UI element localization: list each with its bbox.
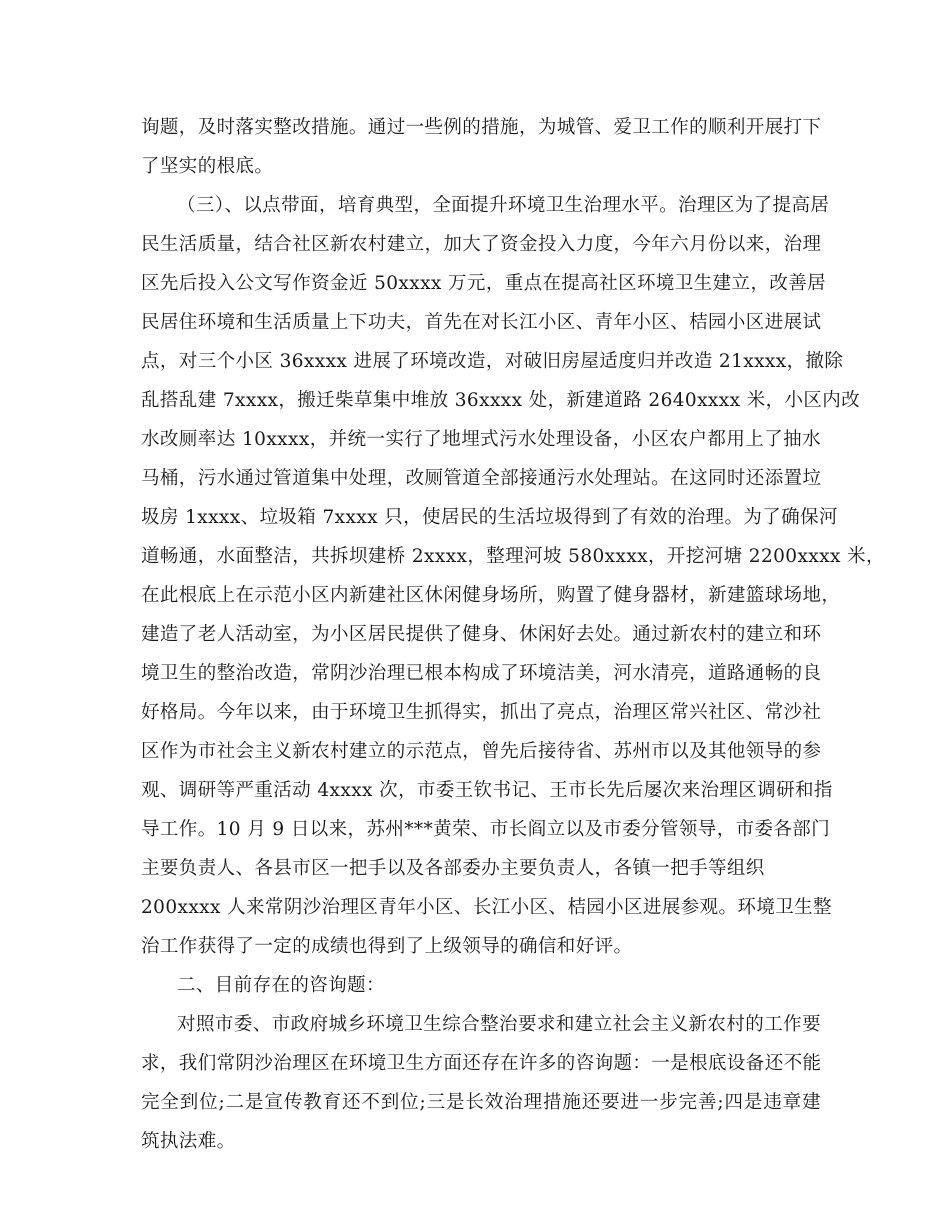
paragraph-line: 200xxxx 人来常阴沙治理区青年小区、长江小区、桔园小区进展参观。环境卫生整 [141, 897, 832, 918]
paragraph-line: 好格局。今年以来，由于环境卫生抓得实，抓出了亮点，治理区常兴社区、常沙社 [141, 702, 822, 723]
paragraph-line: 求，我们常阴沙治理区在环境卫生方面还存在许多的咨询题：一是根底设备还不能 [141, 1053, 822, 1074]
paragraph-line: 民生活质量，结合社区新农村建立，加大了资金投入力度，今年六月份以来，治理 [141, 234, 822, 255]
paragraph-line: 民居住环境和生活质量上下功夫，首先在对长江小区、青年小区、桔园小区进展试 [141, 312, 822, 333]
paragraph-line: 主要负责人、各县市区一把手以及各部委办主要负责人，各镇一把手等组织 [141, 858, 765, 879]
paragraph-line: 区先后投入公文写作资金近 50xxxx 万元，重点在提高社区环境卫生建立，改善居 [141, 273, 827, 294]
paragraph-line: （三）、以点带面，培育典型，全面提升环境卫生治理水平。治理区为了提高居 [177, 195, 830, 216]
paragraph-line: 了坚实的根底。 [141, 156, 274, 177]
paragraph-line: 观、调研等严重活动 4xxxx 次，市委王钦书记、王市长先后屡次来治理区调研和指 [141, 780, 833, 801]
section-heading: 二、目前存在的咨询题： [177, 975, 385, 996]
paragraph-line: 完全到位;二是宣传教育还不到位;三是长效治理措施还要进一步完善;四是违章建 [141, 1092, 821, 1113]
paragraph-line: 点，对三个小区 36xxxx 进展了环境改造，对破旧房屋适度归并改造 21xxxx，撤除 [141, 351, 844, 372]
paragraph-line: 治工作获得了一定的成绩也得到了上级领导的确信和好评。 [141, 936, 633, 957]
paragraph-line: 乱搭乱建 7xxxx，搬迁柴草集中堆放 36xxxx 处，新建道路 2640xxxx 米，小区内改 [141, 390, 861, 411]
paragraph-line: 在此根底上在示范小区内新建社区休闲健身场所，购置了健身器材，新建篮球场地， [141, 585, 841, 606]
paragraph-line: 圾房 1xxxx、垃圾箱 7xxxx 只，使居民的生活垃圾得到了有效的治理。为了确保河 [141, 507, 838, 528]
paragraph-line: 导工作。10 月 9 日以来，苏州***黄荣、市长阎立以及市委分管领导，市委各部门 [141, 819, 831, 840]
paragraph-line: 境卫生的整治改造，常阴沙治理已根本构成了环境洁美，河水清亮，道路通畅的良 [141, 663, 822, 684]
paragraph-line: 道畅通，水面整洁，共拆坝建桥 2xxxx，整理河坡 580xxxx，开挖河塘 2200xxxx 米， [141, 546, 885, 567]
paragraph-line: 对照市委、市政府城乡环境卫生综合整治要求和建立社会主义新农村的工作要 [177, 1014, 821, 1035]
paragraph-line: 筑执法难。 [141, 1131, 236, 1152]
paragraph-line: 马桶，污水通过管道集中处理，改厕管道全部接通污水处理站。在这同时还添置垃 [141, 468, 822, 489]
paragraph-line: 区作为市社会主义新农村建立的示范点，曾先后接待省、苏州市以及其他领导的参 [141, 741, 822, 762]
paragraph-line: 询题，及时落实整改措施。通过一些例的措施，为城管、爱卫工作的顺利开展打下 [141, 117, 822, 138]
paragraph-line: 建造了老人活动室，为小区居民提供了健身、休闲好去处。通过新农村的建立和环 [141, 624, 822, 645]
paragraph-line: 水改厕率达 10xxxx，并统一实行了地埋式污水处理设备，小区农户都用上了抽水 [141, 429, 821, 450]
